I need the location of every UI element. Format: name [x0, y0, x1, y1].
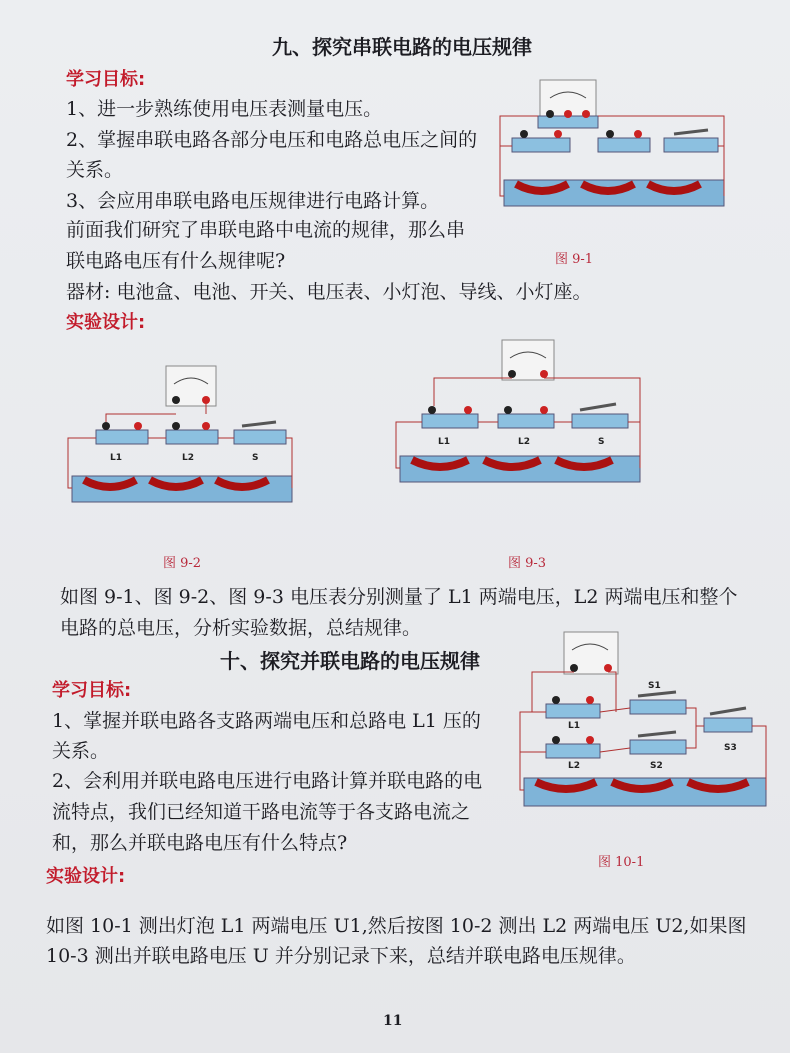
section9-title: 九、探究串联电路的电压规律 [272, 35, 532, 59]
section10-goal2-line3: 和，那么并联电路电压有什么特点? [52, 832, 348, 854]
figure-10-1-label-s3: S3 [724, 743, 737, 753]
section9-goal2-line2: 关系。 [66, 159, 124, 181]
section10-goal2-line2: 流特点，我们已经知道干路电流等于各支路电流之 [52, 801, 471, 823]
figure-10-1-label-l1: L1 [568, 721, 580, 731]
figure-9-2-circuit [66, 364, 294, 506]
figure-9-2-label-s: S [252, 453, 259, 463]
figure-9-3-label-l1: L1 [438, 437, 450, 447]
section10-goals-heading: 学习目标: [52, 680, 132, 701]
section9-goal3: 3、会应用串联电路电压规律进行电路计算。 [66, 190, 440, 212]
figure-10-1-label-s1: S1 [648, 681, 661, 691]
figure-9-3-label-l2: L2 [518, 437, 530, 447]
section9-intro-line1: 前面我们研究了串联电路中电流的规律，那么串 [66, 219, 466, 241]
figure-9-1-caption: 图 9-1 [555, 252, 594, 267]
section9-goal1: 1、进一步熟练使用电压表测量电压。 [66, 98, 383, 120]
section9-intro-line2: 联电路电压有什么规律呢? [66, 250, 286, 272]
section10-design-heading: 实验设计: [46, 866, 126, 887]
section10-goal2-line1: 2、会利用并联电路电压进行电路计算并联电路的电 [52, 770, 483, 792]
section9-goal2-line1: 2、掌握串联电路各部分电压和电路总电压之间的 [66, 129, 478, 151]
figure-9-2-label-l2: L2 [182, 453, 194, 463]
figure-9-3-caption: 图 9-3 [508, 556, 547, 571]
section9-goals-heading: 学习目标: [66, 69, 146, 90]
section9-design-heading: 实验设计: [66, 312, 146, 333]
figure-9-3-circuit [394, 338, 644, 490]
section9-materials: 器材: 电池盒、电池、开关、电压表、小灯泡、导线、小灯座。 [66, 281, 592, 303]
figure-9-2-caption: 图 9-2 [163, 556, 202, 571]
figure-10-1-caption: 图 10-1 [598, 855, 645, 870]
section10-goal1-line1: 1、掌握并联电路各支路两端电压和总路电 L1 压的 [52, 710, 481, 732]
figure-9-1-circuit [498, 76, 730, 214]
figure-9-2-label-l1: L1 [110, 453, 122, 463]
section10-body-line2: 10-3 测出并联电路电压 U 并分别记录下来，总结并联电路电压规律。 [46, 945, 636, 967]
section9-body-line2: 电路的总电压，分析实验数据，总结规律。 [60, 617, 422, 639]
section10-goal1-line2: 关系。 [52, 740, 110, 762]
figure-10-1-circuit [520, 628, 770, 814]
section10-title: 十、探究并联电路的电压规律 [220, 649, 480, 673]
figure-10-1-label-l2: L2 [568, 761, 580, 771]
section9-body-line1: 如图 9-1、图 9-2、图 9-3 电压表分别测量了 L1 两端电压，L2 两端电压和整个 [60, 586, 738, 608]
section10-body-line1: 如图 10-1 测出灯泡 L1 两端电压 U1,然后按图 10-2 测出 L2 两端电压 U2,如果图 [46, 915, 747, 937]
figure-9-3-label-s: S [598, 437, 605, 447]
page-number: 11 [383, 1013, 403, 1029]
figure-10-1-label-s2: S2 [650, 761, 663, 771]
